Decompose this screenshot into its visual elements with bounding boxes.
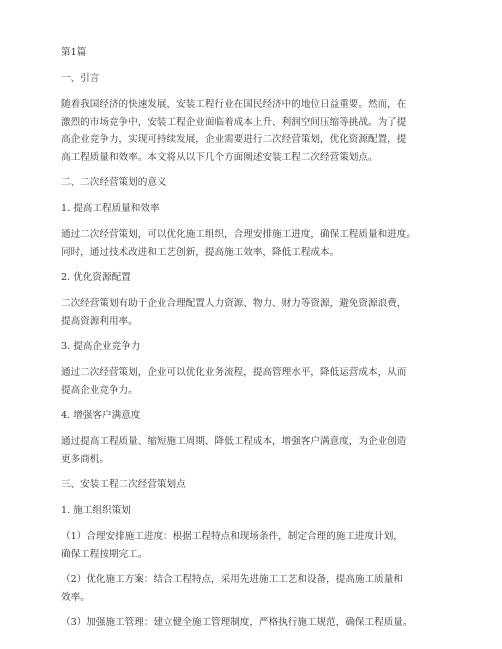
paragraph xyxy=(61,295,452,330)
subheading: 1. 施工组织策划 xyxy=(61,505,131,516)
paragraph-line: 通过提高工程质量、缩短施工周期、降低工程成本，增强客户满意度，为企业创造 xyxy=(61,436,407,447)
subheading: 2. 优化资源配置 xyxy=(61,272,131,283)
paragraph xyxy=(61,364,452,399)
section-heading-intro: 一、引言 xyxy=(61,73,100,84)
paragraph-line: （1）合理安排施工进度：根据工程特点和现场条件，制定合理的施工进度计划， xyxy=(61,531,403,542)
paragraph-line: （3）加强施工管理：建立健全施工管理制度，严格执行施工规范，确保工程质量。 xyxy=(61,617,413,628)
paragraph-line: 提高企业竞争力。 xyxy=(61,384,138,396)
paragraph-line: 通过二次经营策划，企业可以优化业务流程，提高管理水平，降低运营成本，从而 xyxy=(61,367,407,378)
paragraph-line: 确保工程按期完工。 xyxy=(61,548,148,560)
paragraph-line: 激烈的市场竞争中，安装工程企业面临着成本上升、利润空间压缩等挑战。为了提 xyxy=(61,116,407,128)
subheading: 4. 增强客户满意度 xyxy=(61,410,141,421)
paragraph-line: 二次经营策划有助于企业合理配置人力资源、物力、财力等资源，避免资源浪费， xyxy=(61,298,407,309)
paragraph-line: 高企业竞争力，实现可持续发展，企业需要进行二次经营策划，优化资源配置，提 xyxy=(61,134,407,145)
paragraph-line: 提高资源利用率。 xyxy=(61,315,138,327)
paragraph-line: 同时，通过技术改进和工艺创新，提高施工效率，降低工程成本。 xyxy=(61,246,340,258)
paragraph-line: 效率。 xyxy=(61,591,90,603)
part-title: 第1篇 xyxy=(61,47,87,58)
list-item xyxy=(61,571,452,606)
paragraph-line: 高工程质量和效率。本文将从以下几个方面阐述安装工程二次经营策划点。 xyxy=(61,151,378,163)
section-heading-points: 三、安装工程二次经营策划点 xyxy=(61,479,186,490)
list-item xyxy=(61,528,452,563)
intro-paragraph xyxy=(61,96,452,166)
paragraph-line: 通过二次经营策划，可以优化施工组织，合理安排施工进度，确保工程质量和进度。 xyxy=(61,229,416,240)
paragraph-line: 随着我国经济的快速发展，安装工程行业在国民经济中的地位日益重要。然而，在 xyxy=(61,99,407,110)
section-heading-significance: 二、二次经营策划的意义 xyxy=(61,177,167,188)
subheading: 3. 提高企业竞争力 xyxy=(61,341,141,352)
paragraph-line: （2）优化施工方案：结合工程特点，采用先进施工工艺和设备，提高施工质量和 xyxy=(61,574,403,585)
paragraph xyxy=(61,433,452,468)
paragraph xyxy=(61,226,452,261)
paragraph-line: 更多商机。 xyxy=(61,453,109,465)
list-item xyxy=(61,614,452,632)
subheading: 1. 提高工程质量和效率 xyxy=(61,203,160,214)
